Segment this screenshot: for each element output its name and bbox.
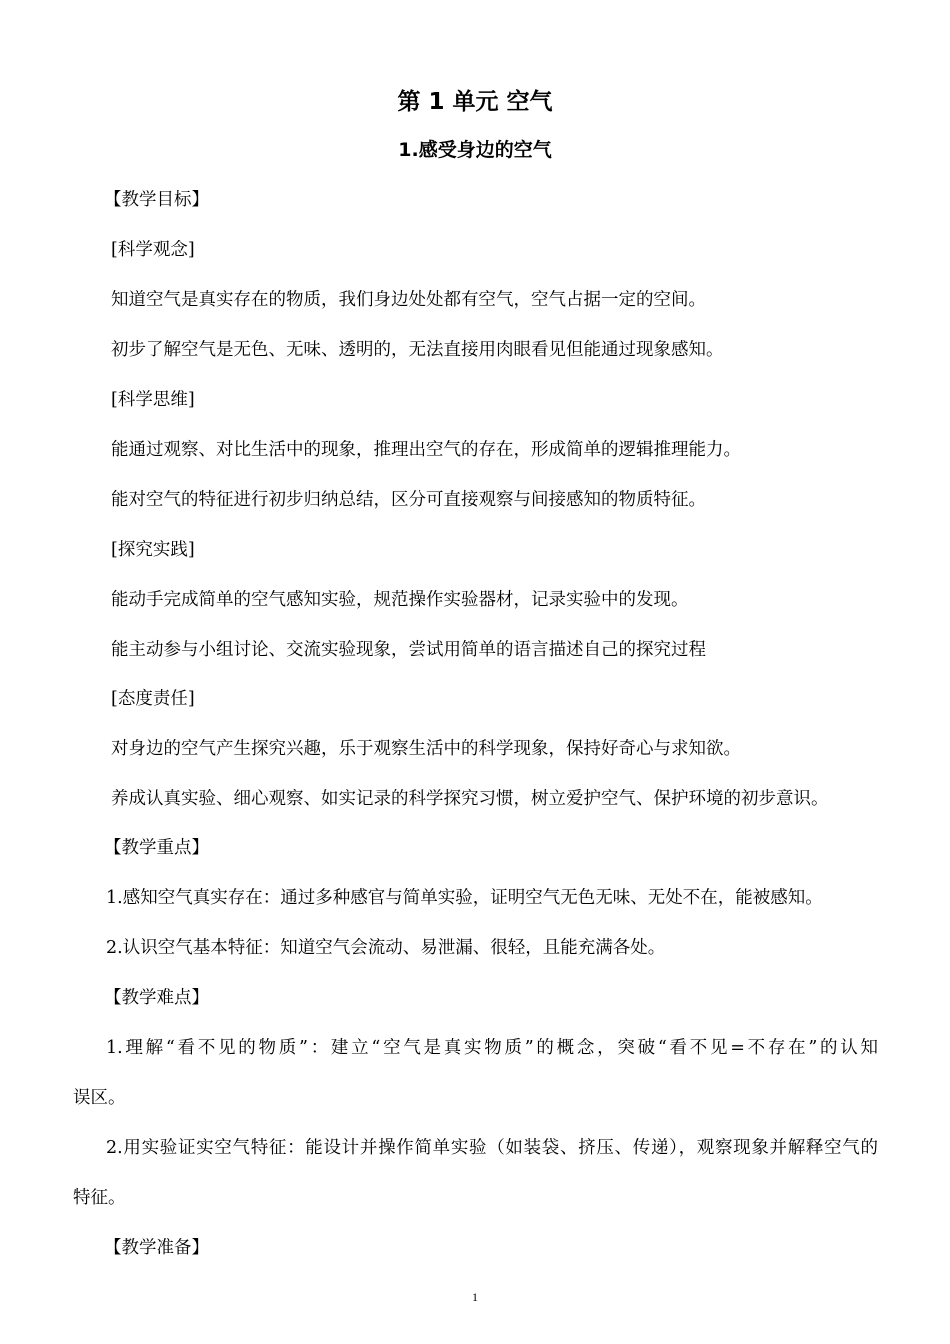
difficulties-heading: 【教学难点】 [104, 988, 209, 1008]
objectives-heading: 【教学目标】 [104, 190, 209, 210]
science-concept-heading: [科学观念] [111, 240, 195, 260]
unit-title: 第 1 单元 空气 [397, 89, 553, 115]
inquiry-item: 能动手完成简单的空气感知实验，规范操作实验器材，记录实验中的发现。 [111, 590, 689, 610]
attitude-heading: [态度责任] [111, 689, 195, 709]
lesson-title: 1.感受身边的空气 [398, 139, 552, 161]
science-thinking-item: 能通过观察、对比生活中的现象，推理出空气的存在，形成简单的逻辑推理能力。 [111, 440, 741, 460]
page-number: 1 [472, 1290, 478, 1304]
difficulty-item-continuation: 特征。 [73, 1188, 126, 1208]
difficulty-item: 1.理解“看不见的物质”：建立“空气是真实物质”的概念，突破“看不见=不存在”的认知 [106, 1038, 878, 1058]
difficulty-item: 2.用实验证实空气特征：能设计并操作简单实验（如装袋、挤压、传递），观察现象并解释空气的 [106, 1138, 878, 1158]
key-point-item: 1.感知空气真实存在：通过多种感官与简单实验，证明空气无色无味、无处不在，能被感知。 [106, 888, 823, 908]
key-point-item: 2.认识空气基本特征：知道空气会流动、易泄漏、很轻，且能充满各处。 [106, 938, 666, 958]
inquiry-item: 能主动参与小组讨论、交流实验现象，尝试用简单的语言描述自己的探究过程 [111, 640, 706, 660]
science-thinking-item: 能对空气的特征进行初步归纳总结，区分可直接观察与间接感知的物质特征。 [111, 490, 706, 510]
attitude-item: 养成认真实验、细心观察、如实记录的科学探究习惯，树立爱护空气、保护环境的初步意识。 [111, 789, 829, 809]
science-thinking-heading: [科学思维] [111, 390, 195, 410]
science-concept-item: 初步了解空气是无色、无味、透明的，无法直接用肉眼看见但能通过现象感知。 [111, 340, 724, 360]
preparation-heading: 【教学准备】 [104, 1238, 209, 1258]
attitude-item: 对身边的空气产生探究兴趣，乐于观察生活中的科学现象，保持好奇心与求知欲。 [111, 739, 741, 759]
science-concept-item: 知道空气是真实存在的物质，我们身边处处都有空气，空气占据一定的空间。 [111, 290, 706, 310]
inquiry-heading: [探究实践] [111, 540, 195, 560]
key-points-heading: 【教学重点】 [104, 838, 209, 858]
difficulty-item-continuation: 误区。 [73, 1088, 126, 1108]
